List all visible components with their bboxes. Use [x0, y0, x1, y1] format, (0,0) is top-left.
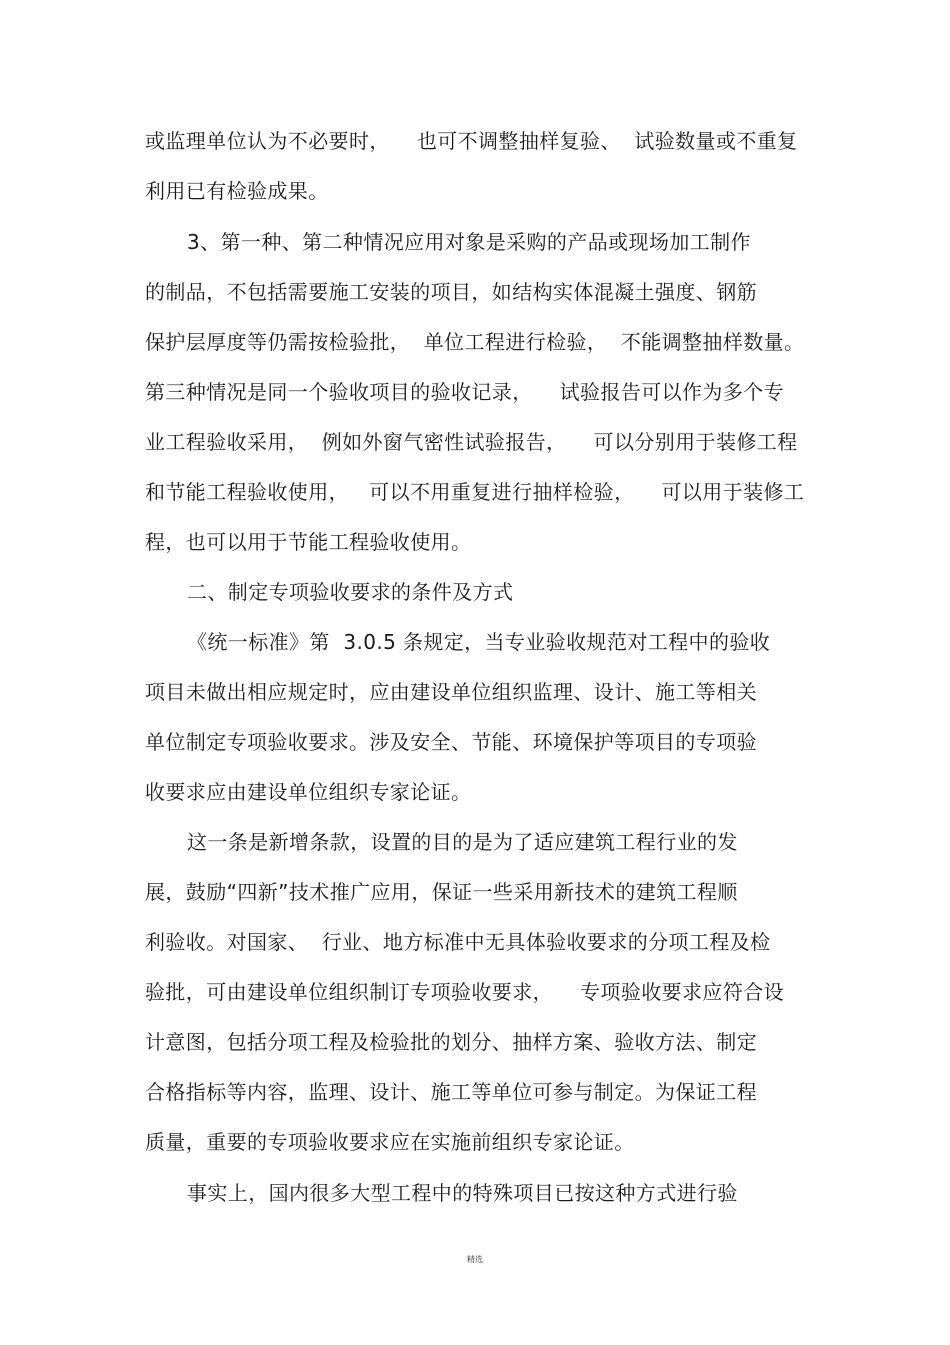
text-line-14: 收要求应由建设单位组织专家论证。 [145, 780, 472, 804]
section-heading: 二、制定专项验收要求的条件及方式 [187, 580, 514, 604]
text-line-22: 事实上，国内很多大型工程中的特殊项目已按这种方式进行验 [187, 1181, 738, 1205]
text-line-18: 验批，可由建设单位组织制订专项验收要求， 专项验收要求应符合设 [145, 980, 785, 1004]
text-line-17: 利验收。对国家、 行业、地方标准中无具体验收要求的分项工程及检 [145, 930, 771, 954]
text-line-3: 3、第一种、第二种情况应用对象是采购的产品或现场加工制作 [187, 230, 751, 254]
text-line-8: 和节能工程验收使用， 可以不用重复进行抽样检验， 可以用于装修工 [145, 480, 805, 504]
text-line-12: 项目未做出相应规定时，应由建设单位组织监理、设计、施工等相关 [145, 680, 757, 704]
text-line-15: 这一条是新增条款，设置的目的是为了适应建筑工程行业的发 [187, 830, 738, 854]
text-line-4: 的制品，不包括需要施工安装的项目，如结构实体混凝土强度、钢筋 [145, 280, 757, 304]
text-line-7: 业工程验收采用， 例如外窗气密性试验报告， 可以分别用于装修工程 [145, 430, 798, 454]
text-line-19: 计意图，包括分项工程及检验批的划分、抽样方案、验收方法、制定 [145, 1030, 757, 1054]
text-line-20: 合格指标等内容，监理、设计、施工等单位可参与制定。为保证工程 [145, 1080, 757, 1104]
text-line-6: 第三种情况是同一个验收项目的验收记录， 试验报告可以作为多个专 [145, 380, 785, 404]
text-line-13: 单位制定专项验收要求。涉及安全、节能、环境保护等项目的专项验 [145, 730, 757, 754]
page-footer: 精选 [467, 1255, 483, 1264]
text-line-21: 质量，重要的专项验收要求应在实施前组织专家论证。 [145, 1130, 635, 1154]
text-line-1: 或监理单位认为不必要时， 也可不调整抽样复验、 试验数量或不重复 [145, 129, 798, 153]
text-line-5: 保护层厚度等仍需按检验批， 单位工程进行检验， 不能调整抽样数量。 [145, 330, 805, 354]
text-line-9: 程，也可以用于节能工程验收使用。 [145, 530, 472, 554]
text-line-16: 展，鼓励“四新”技术推广应用，保证一些采用新技术的建筑工程顺 [145, 880, 738, 904]
text-line-2: 利用已有检验成果。 [145, 179, 329, 203]
text-line-11: 《统一标准》第 3.0.5 条规定，当专业验收规范对工程中的验收 [187, 630, 771, 654]
